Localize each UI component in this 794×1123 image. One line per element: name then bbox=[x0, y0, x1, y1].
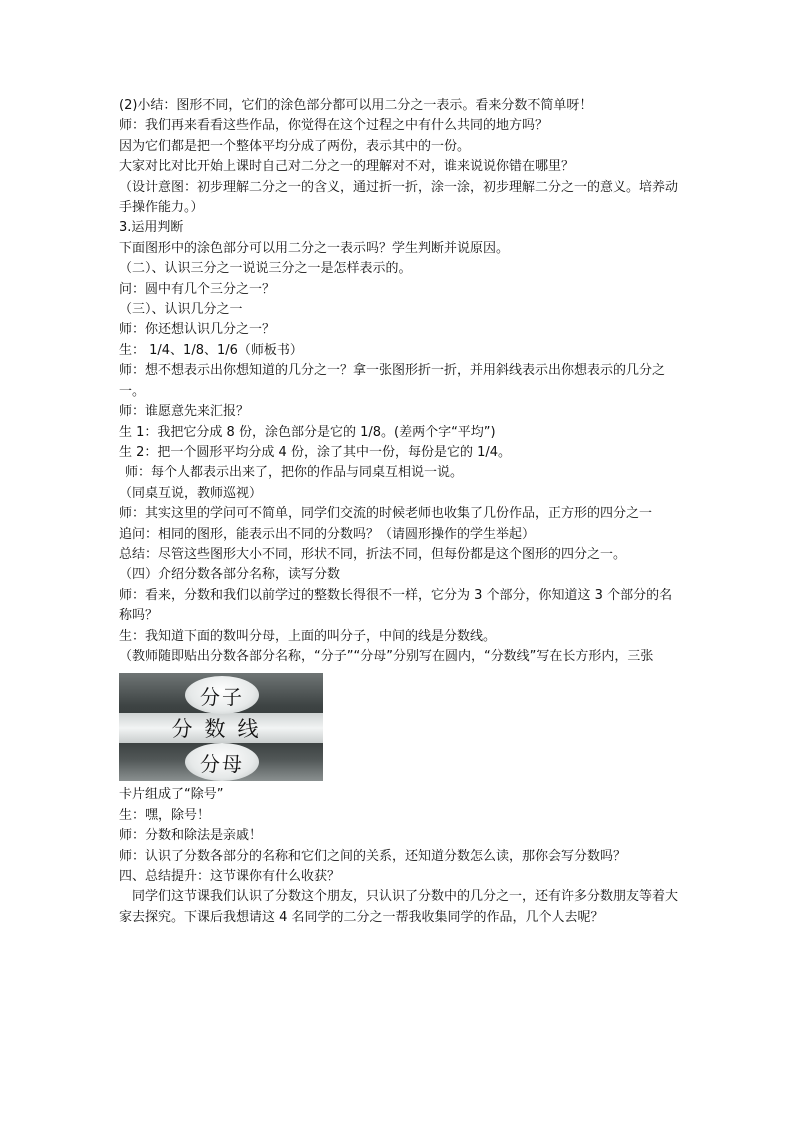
text-line: 师：你还想认识几分之一？ bbox=[119, 322, 276, 338]
text-line: 师：谁愿意先来汇报？ bbox=[119, 404, 250, 420]
text-line: 生 2：把一个圆形平均分成 4 份，涂了其中一份，每份是它的 1/4。 bbox=[119, 444, 511, 460]
fraction-cards-photo bbox=[119, 673, 323, 781]
text-line: 师：我们再来看看这些作品，你觉得在这个过程之中有什么共同的地方吗？ bbox=[119, 118, 549, 134]
section-heading: 3.运用判断 bbox=[119, 220, 184, 236]
text-line: 生：嘿，除号！ bbox=[119, 807, 211, 823]
document-body bbox=[119, 96, 679, 928]
text-line: 师：想不想表示出你想知道的几分之一？拿一张图形折一折，并用斜线表示出你想表示的几分之一。 bbox=[119, 363, 666, 399]
text-line: 生 1：我把它分成 8 份，涂色部分是它的 1/8。(差两个字“平均”) bbox=[119, 424, 496, 440]
text-line: 下面图形中的涂色部分可以用二分之一表示吗？学生判断并说原因。 bbox=[119, 240, 510, 256]
text-line: 问：圆中有几个三分之一？ bbox=[119, 281, 276, 297]
text-line: 大家对比对比开始上课时自己对二分之一的理解对不对，谁来说说你错在哪里？ bbox=[119, 159, 575, 175]
text-line: 同学们这节课我们认识了分数这个朋友，只认识了分数中的几分之一，还有许多分数朋友等着大家去探究。下课后我想请这 4 名同学的二分之一帮我收集同学的作品，几个人去呢？ bbox=[119, 889, 679, 925]
text-line: 卡片组成了“除号” bbox=[119, 787, 224, 803]
text-line: （设计意图：初步理解二分之一的含义，通过折一折，涂一涂，初步理解二分之一的意义。培养动手操作能力。） bbox=[119, 179, 679, 216]
text-line: 生：我知道下面的数叫分母，上面的叫分子，中间的线是分数线。 bbox=[119, 628, 497, 644]
text-line: 师：每个人都表示出来了，把你的作品与同桌互相说一说。 bbox=[125, 465, 464, 481]
text-line: 因为它们都是把一个整体平均分成了两份，表示其中的一份。 bbox=[119, 138, 471, 154]
text-line: 师：认识了分数各部分的名称和它们之间的关系，还知道分数怎么读，那你会写分数吗？ bbox=[119, 848, 627, 864]
section-heading: （四）介绍分数各部分名称，读写分数 bbox=[119, 567, 341, 583]
text-line: （同桌互说，教师巡视） bbox=[119, 485, 263, 501]
text-line: 师：看来，分数和我们以前学过的整数长得很不一样，它分为 3 个部分，你知道这 3 个部分的名称吗？ bbox=[119, 587, 673, 624]
text-line: (2)小结：图形不同，它们的涂色部分都可以用二分之一表示。看来分数不简单呀！ bbox=[119, 98, 593, 113]
section-heading: 四、总结提升：这节课你有什么收获？ bbox=[119, 869, 341, 884]
numerator-card: 分子 bbox=[185, 676, 259, 714]
denominator-card: 分母 bbox=[185, 743, 259, 781]
text-line: 师：其实这里的学问可不简单，同学们交流的时候老师也收集了几份作品，正方形的四分之一 bbox=[119, 506, 653, 522]
text-line: 生： 1/4、1/8、1/6（师板书） bbox=[119, 342, 303, 358]
text-line: 追问：相同的图形，能表示出不同的分数吗？（请圆形操作的学生举起） bbox=[119, 526, 536, 542]
text-line: 总结：尽管这些图形大小不同，形状不同，折法不同，但每份都是这个图形的四分之一。 bbox=[119, 546, 627, 562]
section-heading: （三）、认识几分之一 bbox=[119, 302, 243, 318]
text-line: 师：分数和除法是亲戚！ bbox=[119, 828, 263, 844]
fraction-line-label: 分数线 bbox=[171, 717, 271, 742]
section-heading: （二）、认识三分之一说说三分之一是怎样表示的。 bbox=[119, 261, 412, 277]
text-line: （教师随即贴出分数各部分名称，“分子”“分母”分别写在圆内，“分数线”写在长方形内，三张 bbox=[119, 648, 654, 664]
